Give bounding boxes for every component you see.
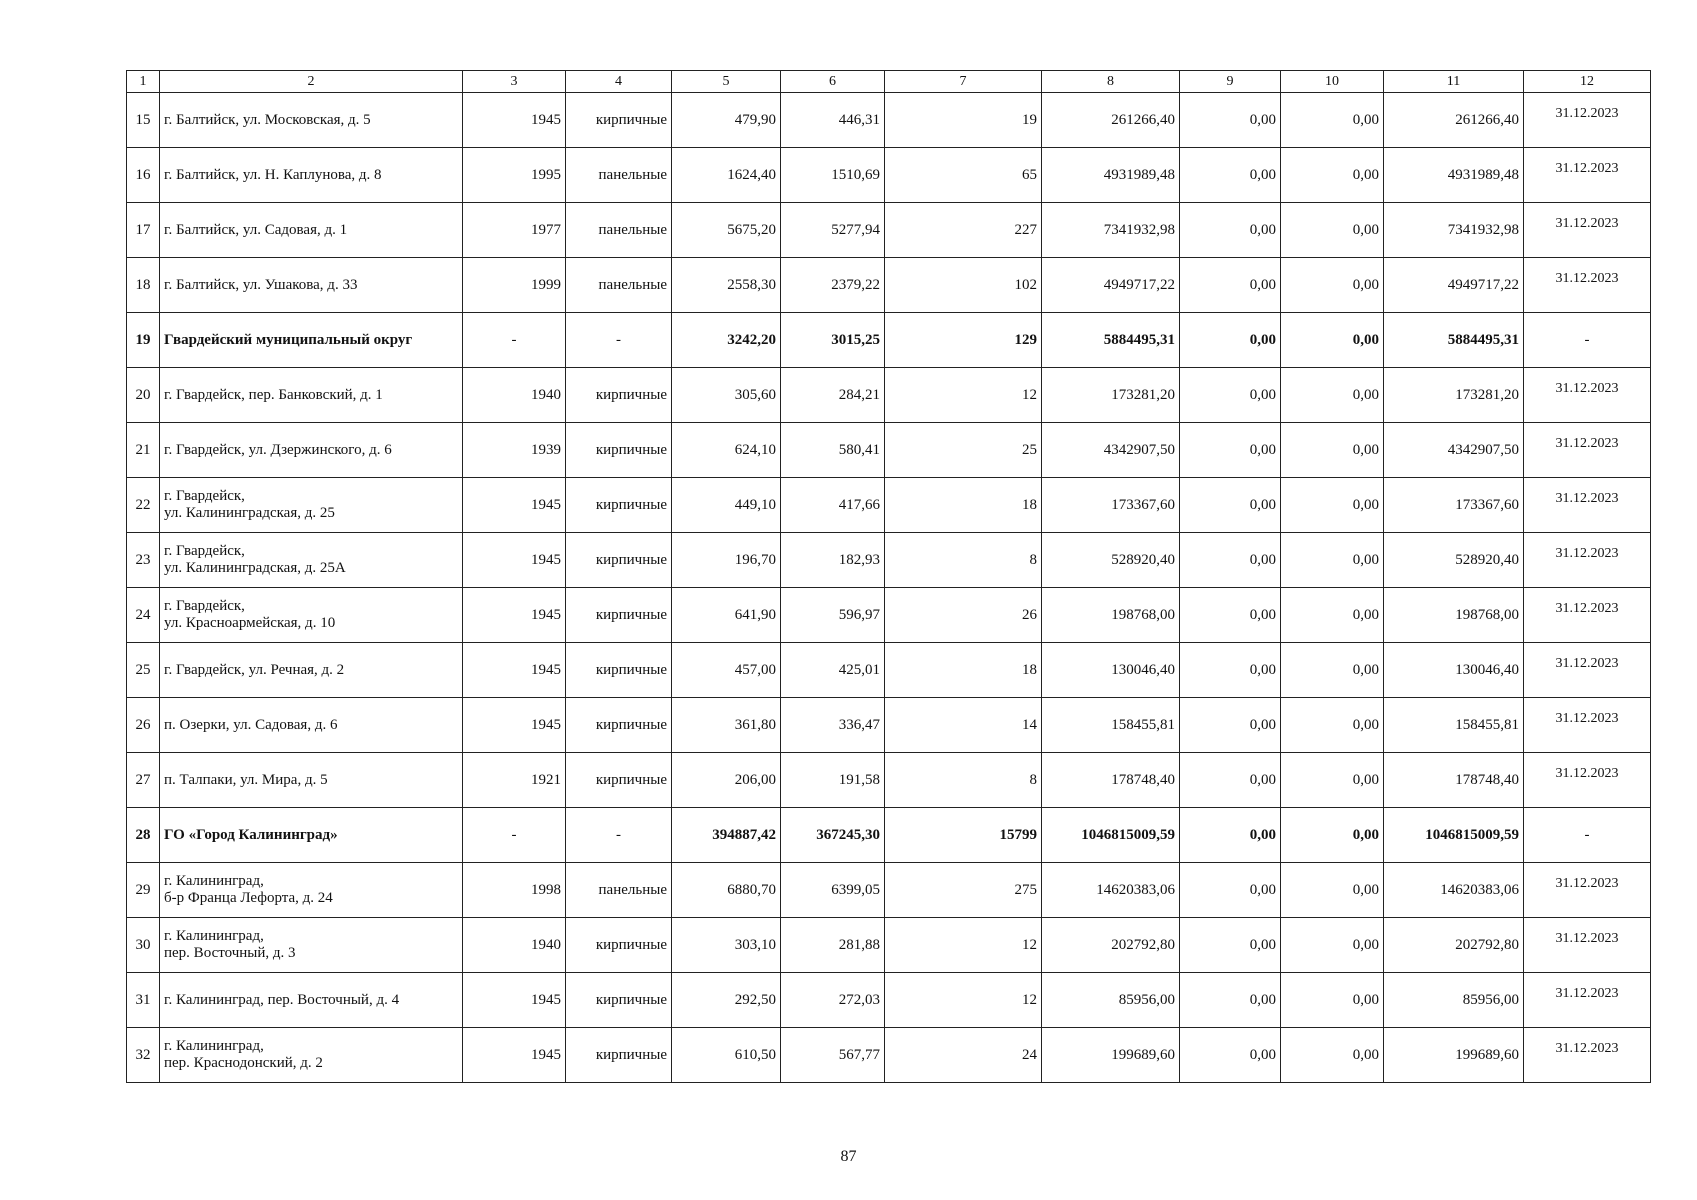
table-row — [127, 203, 1651, 258]
col6-cell: 580,41 — [781, 423, 885, 478]
address-cell: г. Балтийск, ул. Садовая, д. 1 — [160, 203, 463, 258]
year-cell: 1940 — [463, 368, 566, 423]
col5-cell: 641,90 — [672, 588, 781, 643]
col7-cell: 227 — [885, 203, 1042, 258]
address-cell: г. Калининград, пер. Восточный, д. 3 — [160, 918, 463, 973]
column-header-10: 10 — [1281, 71, 1384, 93]
material-cell: кирпичные — [566, 753, 672, 808]
address-cell: Гвардейский муниципальный округ — [160, 313, 463, 368]
col10-cell: 0,00 — [1281, 258, 1384, 313]
year-cell: 1940 — [463, 918, 566, 973]
table-row — [127, 423, 1651, 478]
col7-cell: 26 — [885, 588, 1042, 643]
year-cell: 1939 — [463, 423, 566, 478]
material-cell: кирпичные — [566, 423, 672, 478]
col7-cell: 8 — [885, 753, 1042, 808]
column-header-7: 7 — [885, 71, 1042, 93]
col7-cell: 8 — [885, 533, 1042, 588]
year-cell: - — [463, 313, 566, 368]
column-header-1: 1 — [127, 71, 160, 93]
date-cell: 31.12.2023 — [1524, 863, 1651, 918]
date-cell: 31.12.2023 — [1524, 368, 1651, 423]
date-cell: 31.12.2023 — [1524, 1028, 1651, 1083]
col11-cell: 178748,40 — [1384, 753, 1524, 808]
col9-cell: 0,00 — [1180, 313, 1281, 368]
col11-cell: 14620383,06 — [1384, 863, 1524, 918]
column-header-3: 3 — [463, 71, 566, 93]
row-number: 25 — [127, 643, 160, 698]
col8-cell: 85956,00 — [1042, 973, 1180, 1028]
col5-cell: 449,10 — [672, 478, 781, 533]
col10-cell: 0,00 — [1281, 478, 1384, 533]
col8-cell: 528920,40 — [1042, 533, 1180, 588]
col5-cell: 3242,20 — [672, 313, 781, 368]
material-cell: панельные — [566, 203, 672, 258]
date-cell: 31.12.2023 — [1524, 588, 1651, 643]
col10-cell: 0,00 — [1281, 698, 1384, 753]
col9-cell: 0,00 — [1180, 918, 1281, 973]
date-cell: 31.12.2023 — [1524, 423, 1651, 478]
date-cell: 31.12.2023 — [1524, 973, 1651, 1028]
housing-table — [126, 70, 1651, 1083]
material-cell: кирпичные — [566, 533, 672, 588]
col8-cell: 202792,80 — [1042, 918, 1180, 973]
col11-cell: 130046,40 — [1384, 643, 1524, 698]
col7-cell: 102 — [885, 258, 1042, 313]
col11-cell: 199689,60 — [1384, 1028, 1524, 1083]
address-cell: г. Гвардейск, ул. Калининградская, д. 25 — [160, 478, 463, 533]
col6-cell: 2379,22 — [781, 258, 885, 313]
row-number: 19 — [127, 313, 160, 368]
col10-cell: 0,00 — [1281, 918, 1384, 973]
row-number: 24 — [127, 588, 160, 643]
col10-cell: 0,00 — [1281, 753, 1384, 808]
address-cell: г. Гвардейск, пер. Банковский, д. 1 — [160, 368, 463, 423]
address-cell: п. Озерки, ул. Садовая, д. 6 — [160, 698, 463, 753]
col5-cell: 479,90 — [672, 93, 781, 148]
row-number: 30 — [127, 918, 160, 973]
table-row — [127, 863, 1651, 918]
address-cell: г. Гвардейск, ул. Речная, д. 2 — [160, 643, 463, 698]
col8-cell: 4342907,50 — [1042, 423, 1180, 478]
date-cell: 31.12.2023 — [1524, 258, 1651, 313]
date-cell: 31.12.2023 — [1524, 533, 1651, 588]
date-cell: 31.12.2023 — [1524, 643, 1651, 698]
table-row — [127, 918, 1651, 973]
col11-cell: 4931989,48 — [1384, 148, 1524, 203]
col6-cell: 191,58 — [781, 753, 885, 808]
column-header-12: 12 — [1524, 71, 1651, 93]
material-cell: - — [566, 808, 672, 863]
year-cell: 1945 — [463, 973, 566, 1028]
table-row — [127, 148, 1651, 203]
material-cell: кирпичные — [566, 478, 672, 533]
row-number: 26 — [127, 698, 160, 753]
col8-cell: 1046815009,59 — [1042, 808, 1180, 863]
column-number-header — [127, 71, 1651, 93]
material-cell: кирпичные — [566, 588, 672, 643]
col10-cell: 0,00 — [1281, 1028, 1384, 1083]
material-cell: - — [566, 313, 672, 368]
col9-cell: 0,00 — [1180, 643, 1281, 698]
table-row — [127, 973, 1651, 1028]
row-number: 23 — [127, 533, 160, 588]
date-cell: - — [1524, 808, 1651, 863]
col5-cell: 624,10 — [672, 423, 781, 478]
col10-cell: 0,00 — [1281, 423, 1384, 478]
address-cell: п. Талпаки, ул. Мира, д. 5 — [160, 753, 463, 808]
row-number: 31 — [127, 973, 160, 1028]
row-number: 18 — [127, 258, 160, 313]
col5-cell: 196,70 — [672, 533, 781, 588]
col5-cell: 305,60 — [672, 368, 781, 423]
date-cell: 31.12.2023 — [1524, 148, 1651, 203]
address-cell: г. Калининград, пер. Краснодонский, д. 2 — [160, 1028, 463, 1083]
col6-cell: 367245,30 — [781, 808, 885, 863]
col7-cell: 12 — [885, 368, 1042, 423]
col6-cell: 1510,69 — [781, 148, 885, 203]
year-cell: 1945 — [463, 643, 566, 698]
col5-cell: 292,50 — [672, 973, 781, 1028]
col10-cell: 0,00 — [1281, 808, 1384, 863]
col11-cell: 202792,80 — [1384, 918, 1524, 973]
col11-cell: 85956,00 — [1384, 973, 1524, 1028]
col6-cell: 596,97 — [781, 588, 885, 643]
col10-cell: 0,00 — [1281, 588, 1384, 643]
col7-cell: 15799 — [885, 808, 1042, 863]
col9-cell: 0,00 — [1180, 478, 1281, 533]
col6-cell: 284,21 — [781, 368, 885, 423]
date-cell: 31.12.2023 — [1524, 203, 1651, 258]
address-cell: г. Гвардейск, ул. Красноармейская, д. 10 — [160, 588, 463, 643]
material-cell: панельные — [566, 148, 672, 203]
col7-cell: 24 — [885, 1028, 1042, 1083]
col8-cell: 173367,60 — [1042, 478, 1180, 533]
col10-cell: 0,00 — [1281, 93, 1384, 148]
col5-cell: 457,00 — [672, 643, 781, 698]
col11-cell: 198768,00 — [1384, 588, 1524, 643]
col9-cell: 0,00 — [1180, 698, 1281, 753]
col5-cell: 610,50 — [672, 1028, 781, 1083]
col9-cell: 0,00 — [1180, 93, 1281, 148]
material-cell: кирпичные — [566, 1028, 672, 1083]
col8-cell: 4931989,48 — [1042, 148, 1180, 203]
column-header-2: 2 — [160, 71, 463, 93]
col9-cell: 0,00 — [1180, 368, 1281, 423]
row-number: 16 — [127, 148, 160, 203]
col6-cell: 5277,94 — [781, 203, 885, 258]
col10-cell: 0,00 — [1281, 533, 1384, 588]
table-row — [127, 588, 1651, 643]
table-row — [127, 258, 1651, 313]
col6-cell: 336,47 — [781, 698, 885, 753]
address-cell: г. Балтийск, ул. Московская, д. 5 — [160, 93, 463, 148]
material-cell: панельные — [566, 863, 672, 918]
col11-cell: 1046815009,59 — [1384, 808, 1524, 863]
col11-cell: 173281,20 — [1384, 368, 1524, 423]
year-cell: 1921 — [463, 753, 566, 808]
col7-cell: 65 — [885, 148, 1042, 203]
col6-cell: 3015,25 — [781, 313, 885, 368]
row-number: 27 — [127, 753, 160, 808]
col7-cell: 129 — [885, 313, 1042, 368]
col9-cell: 0,00 — [1180, 533, 1281, 588]
year-cell: 1999 — [463, 258, 566, 313]
col8-cell: 261266,40 — [1042, 93, 1180, 148]
year-cell: 1945 — [463, 698, 566, 753]
col11-cell: 528920,40 — [1384, 533, 1524, 588]
column-header-5: 5 — [672, 71, 781, 93]
col7-cell: 18 — [885, 478, 1042, 533]
col11-cell: 261266,40 — [1384, 93, 1524, 148]
col8-cell: 173281,20 — [1042, 368, 1180, 423]
col11-cell: 4342907,50 — [1384, 423, 1524, 478]
col11-cell: 4949717,22 — [1384, 258, 1524, 313]
col6-cell: 425,01 — [781, 643, 885, 698]
date-cell: 31.12.2023 — [1524, 478, 1651, 533]
col9-cell: 0,00 — [1180, 753, 1281, 808]
col10-cell: 0,00 — [1281, 313, 1384, 368]
col8-cell: 158455,81 — [1042, 698, 1180, 753]
col8-cell: 199689,60 — [1042, 1028, 1180, 1083]
table-row — [127, 753, 1651, 808]
year-cell: - — [463, 808, 566, 863]
col7-cell: 14 — [885, 698, 1042, 753]
col10-cell: 0,00 — [1281, 148, 1384, 203]
col6-cell: 417,66 — [781, 478, 885, 533]
subtotal-row — [127, 808, 1651, 863]
table-row — [127, 368, 1651, 423]
col6-cell: 446,31 — [781, 93, 885, 148]
material-cell: кирпичные — [566, 973, 672, 1028]
col9-cell: 0,00 — [1180, 423, 1281, 478]
col6-cell: 182,93 — [781, 533, 885, 588]
row-number: 20 — [127, 368, 160, 423]
col7-cell: 19 — [885, 93, 1042, 148]
column-header-9: 9 — [1180, 71, 1281, 93]
row-number: 32 — [127, 1028, 160, 1083]
material-cell: кирпичные — [566, 698, 672, 753]
subtotal-row — [127, 313, 1651, 368]
year-cell: 1998 — [463, 863, 566, 918]
year-cell: 1945 — [463, 533, 566, 588]
date-cell: - — [1524, 313, 1651, 368]
col10-cell: 0,00 — [1281, 863, 1384, 918]
col5-cell: 2558,30 — [672, 258, 781, 313]
material-cell: кирпичные — [566, 93, 672, 148]
col9-cell: 0,00 — [1180, 203, 1281, 258]
row-number: 22 — [127, 478, 160, 533]
col9-cell: 0,00 — [1180, 258, 1281, 313]
address-cell: ГО «Город Калининград» — [160, 808, 463, 863]
date-cell: 31.12.2023 — [1524, 698, 1651, 753]
row-number: 17 — [127, 203, 160, 258]
year-cell: 1945 — [463, 588, 566, 643]
address-cell: г. Гвардейск, ул. Калининградская, д. 25А — [160, 533, 463, 588]
col8-cell: 4949717,22 — [1042, 258, 1180, 313]
address-cell: г. Гвардейск, ул. Дзержинского, д. 6 — [160, 423, 463, 478]
col9-cell: 0,00 — [1180, 808, 1281, 863]
table-row — [127, 533, 1651, 588]
col5-cell: 361,80 — [672, 698, 781, 753]
table-row — [127, 698, 1651, 753]
col5-cell: 394887,42 — [672, 808, 781, 863]
col8-cell: 14620383,06 — [1042, 863, 1180, 918]
col8-cell: 7341932,98 — [1042, 203, 1180, 258]
material-cell: панельные — [566, 258, 672, 313]
col8-cell: 5884495,31 — [1042, 313, 1180, 368]
year-cell: 1995 — [463, 148, 566, 203]
material-cell: кирпичные — [566, 643, 672, 698]
date-cell: 31.12.2023 — [1524, 93, 1651, 148]
column-header-8: 8 — [1042, 71, 1180, 93]
col8-cell: 178748,40 — [1042, 753, 1180, 808]
year-cell: 1945 — [463, 93, 566, 148]
col10-cell: 0,00 — [1281, 973, 1384, 1028]
col7-cell: 12 — [885, 918, 1042, 973]
row-number: 28 — [127, 808, 160, 863]
year-cell: 1945 — [463, 1028, 566, 1083]
col8-cell: 198768,00 — [1042, 588, 1180, 643]
col10-cell: 0,00 — [1281, 643, 1384, 698]
row-number: 15 — [127, 93, 160, 148]
col10-cell: 0,00 — [1281, 368, 1384, 423]
table-row — [127, 1028, 1651, 1083]
col11-cell: 7341932,98 — [1384, 203, 1524, 258]
material-cell: кирпичные — [566, 918, 672, 973]
row-number: 21 — [127, 423, 160, 478]
material-cell: кирпичные — [566, 368, 672, 423]
col9-cell: 0,00 — [1180, 148, 1281, 203]
col5-cell: 1624,40 — [672, 148, 781, 203]
table-row — [127, 478, 1651, 533]
column-header-4: 4 — [566, 71, 672, 93]
col7-cell: 25 — [885, 423, 1042, 478]
col6-cell: 567,77 — [781, 1028, 885, 1083]
col9-cell: 0,00 — [1180, 973, 1281, 1028]
year-cell: 1977 — [463, 203, 566, 258]
table-body — [127, 93, 1651, 1083]
col5-cell: 5675,20 — [672, 203, 781, 258]
col7-cell: 12 — [885, 973, 1042, 1028]
col7-cell: 18 — [885, 643, 1042, 698]
date-cell: 31.12.2023 — [1524, 753, 1651, 808]
year-cell: 1945 — [463, 478, 566, 533]
col9-cell: 0,00 — [1180, 1028, 1281, 1083]
col5-cell: 206,00 — [672, 753, 781, 808]
column-header-11: 11 — [1384, 71, 1524, 93]
address-cell: г. Калининград, пер. Восточный, д. 4 — [160, 973, 463, 1028]
page-number: 87 — [840, 1148, 857, 1165]
column-header-6: 6 — [781, 71, 885, 93]
col11-cell: 5884495,31 — [1384, 313, 1524, 368]
col9-cell: 0,00 — [1180, 588, 1281, 643]
table-row — [127, 93, 1651, 148]
address-cell: г. Балтийск, ул. Н. Каплунова, д. 8 — [160, 148, 463, 203]
address-cell: г. Балтийск, ул. Ушакова, д. 33 — [160, 258, 463, 313]
date-cell: 31.12.2023 — [1524, 918, 1651, 973]
address-cell: г. Калининград, б-р Франца Лефорта, д. 24 — [160, 863, 463, 918]
row-number: 29 — [127, 863, 160, 918]
col6-cell: 272,03 — [781, 973, 885, 1028]
col10-cell: 0,00 — [1281, 203, 1384, 258]
col6-cell: 281,88 — [781, 918, 885, 973]
col5-cell: 6880,70 — [672, 863, 781, 918]
col11-cell: 158455,81 — [1384, 698, 1524, 753]
col6-cell: 6399,05 — [781, 863, 885, 918]
col5-cell: 303,10 — [672, 918, 781, 973]
col8-cell: 130046,40 — [1042, 643, 1180, 698]
col11-cell: 173367,60 — [1384, 478, 1524, 533]
table-row — [127, 643, 1651, 698]
col9-cell: 0,00 — [1180, 863, 1281, 918]
col7-cell: 275 — [885, 863, 1042, 918]
